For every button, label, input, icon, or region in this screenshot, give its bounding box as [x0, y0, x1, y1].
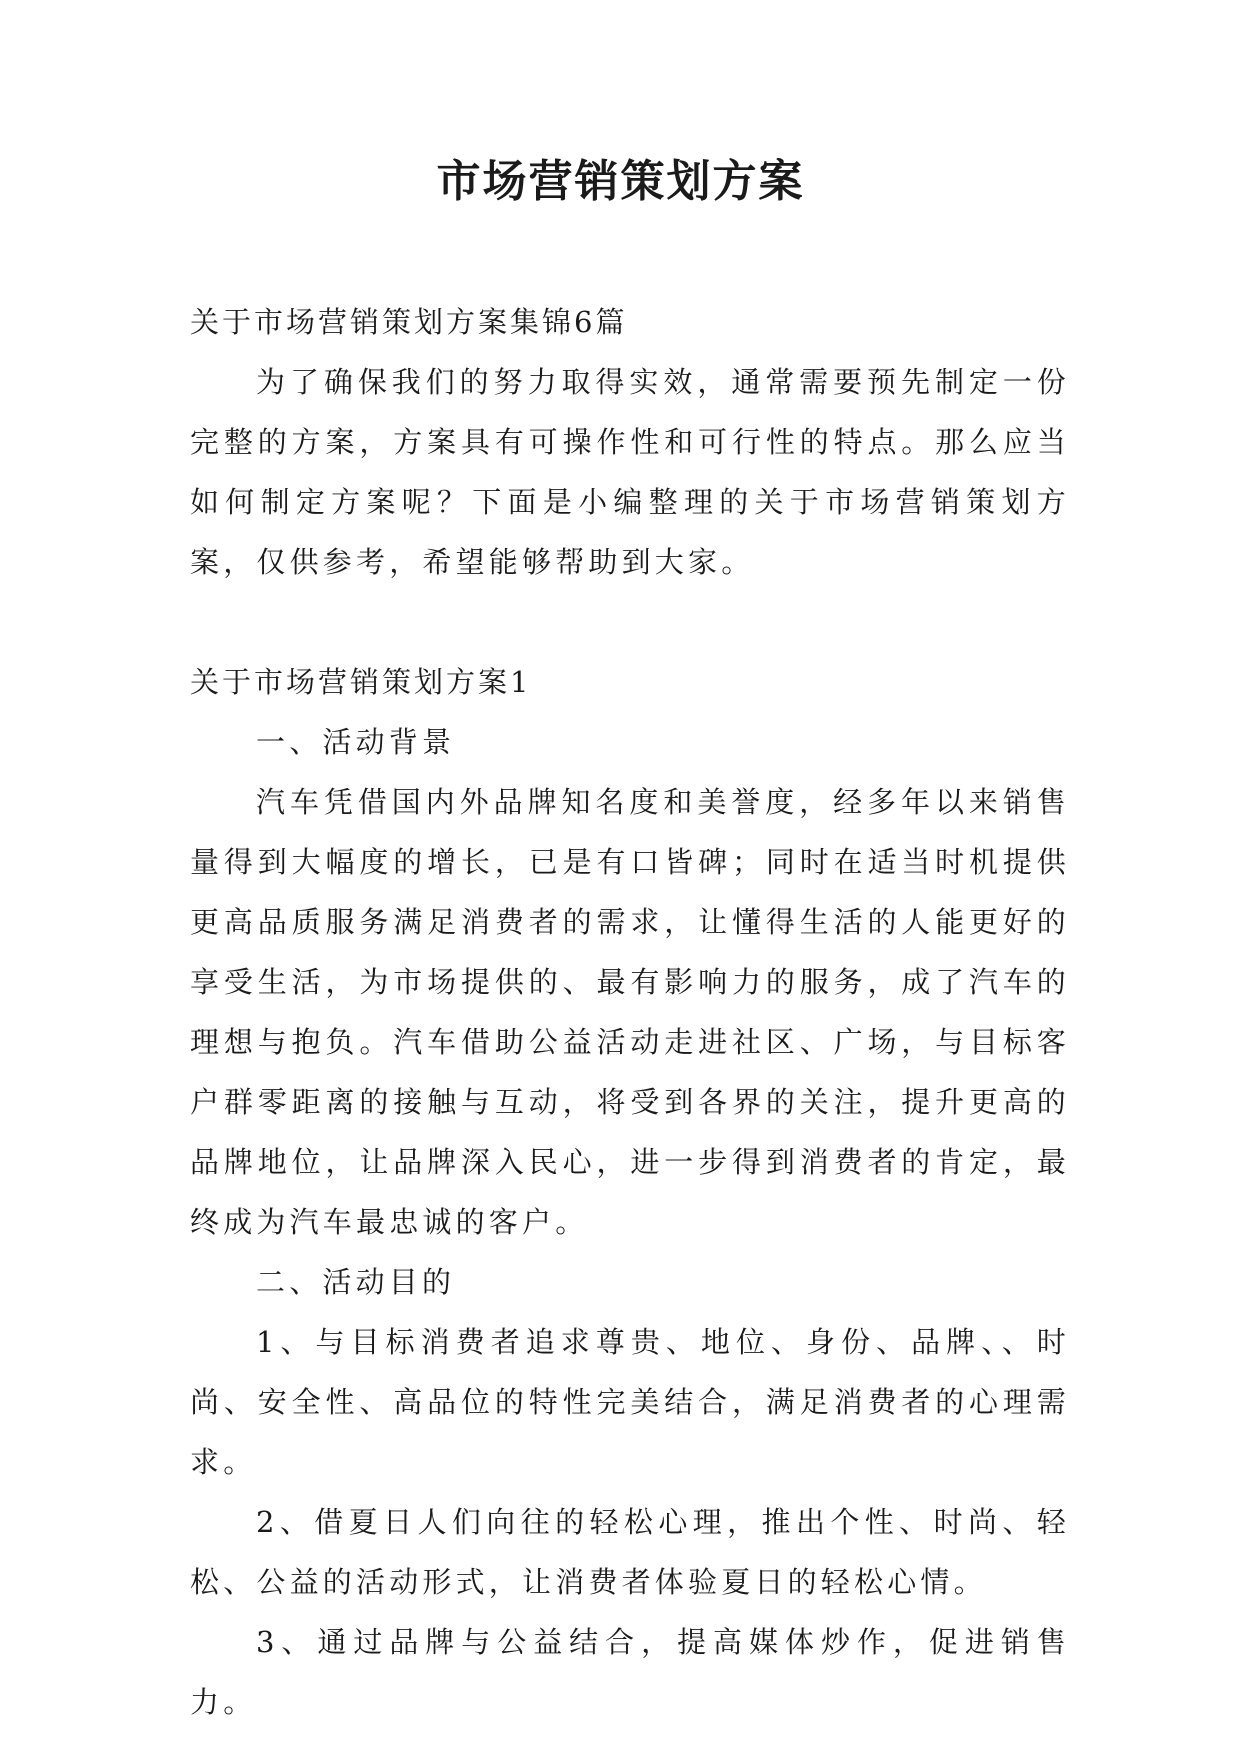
collection-subtitle: 关于市场营销策划方案集锦6篇 [190, 305, 628, 339]
section-heading: 关于市场营销策划方案1 [190, 665, 532, 699]
background-heading: 一、活动背景 [256, 725, 456, 759]
intro-paragraph: 为了确保我们的努力取得实效，通常需要预先制定一份完整的方案，方案具有可操作性和可行性的特点。那么应当如何制定方案呢？下面是小编整理的关于市场营销策划方案，仅供参考，希望能够帮助到大家。 [190, 365, 1070, 579]
background-paragraph: 汽车凭借国内外品牌知名度和美誉度，经多年以来销售量得到大幅度的增长，已是有口皆碑；同时在适当时机提供更高品质服务满足消费者的需求，让懂得生活的人能更好的享受生活，为市场提供的、最有影响力的服务，成了汽车的理想与抱负。汽车借助公益活动走进社区、广场，与目标客户群零距离的接触与互动，将受到各界的关注，提升更高的品牌地位，让品牌深入民心，进一步得到消费者的肯定，最终成为汽车最忠诚的客户。 [190, 785, 1070, 1239]
purpose-item: 1、与目标消费者追求尊贵、地位、身份、品牌、、时尚、安全性、高品位的特性完美结合，满足消费者的心理需求。 [190, 1325, 1070, 1479]
document-body [190, 292, 1070, 1732]
purpose-item: 3、通过品牌与公益结合，提高媒体炒作，促进销售力。 [190, 1625, 1070, 1719]
purpose-heading: 二、活动目的 [256, 1265, 456, 1299]
purpose-item: 2、借夏日人们向往的轻松心理，推出个性、时尚、轻松、公益的活动形式，让消费者体验夏日的轻松心情。 [190, 1505, 1070, 1599]
paragraph-gap [190, 592, 1070, 652]
document-title: 市场营销策划方案 [436, 156, 805, 207]
